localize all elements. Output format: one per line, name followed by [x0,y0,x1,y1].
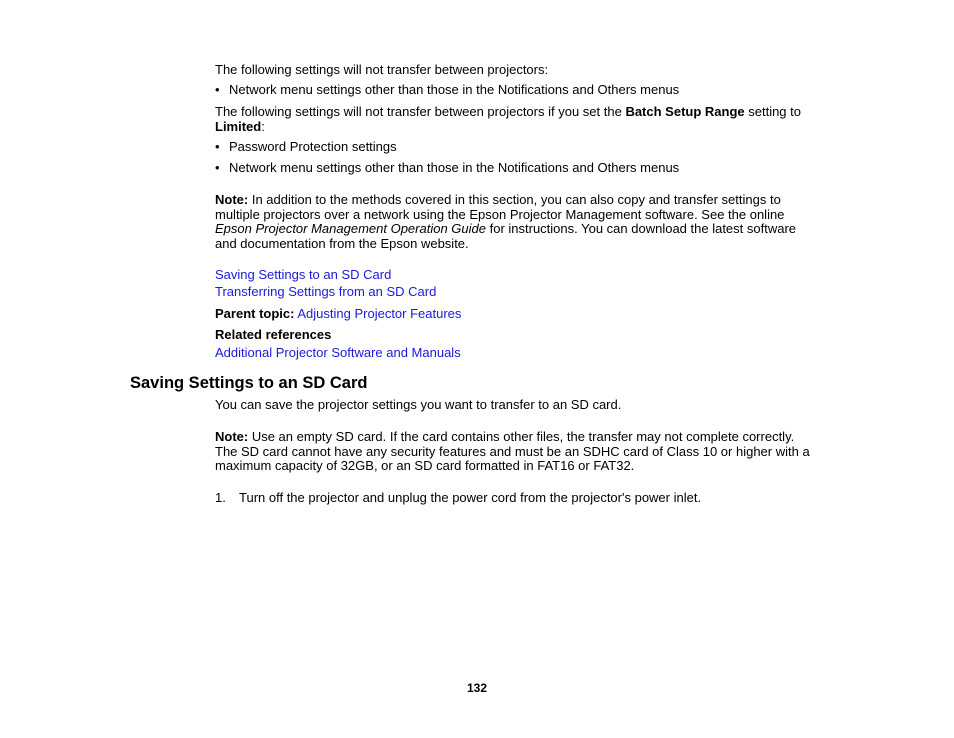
note-text: for instructions. You can download the latest software and documentation from the Epson website. [215,221,797,251]
parent-topic-label: Parent topic: [215,306,295,321]
section-heading: Saving Settings to an SD Card [130,374,368,392]
section-intro: You can save the projector settings you want to transfer to an SD card. [215,397,622,412]
note-paragraph [215,430,815,474]
limited-term: Limited [215,118,262,134]
intro2-text: setting to [744,104,801,119]
link-saving-settings[interactable]: Saving Settings to an SD Card [215,267,392,282]
note-paragraph [215,193,815,251]
link-parent-topic[interactable]: Adjusting Projector Features [297,306,462,321]
intro-text-1: The following settings will not transfer between projectors: [215,62,549,77]
intro2-text: The following settings will not transfer between projectors if you set the [215,104,626,119]
bullet-text: Network menu settings other than those in the Notifications and Others menus [229,160,680,175]
guide-title: Epson Projector Management Operation Guide [215,221,486,236]
related-references-label: Related references [215,327,332,342]
note-label: Note: [215,192,249,207]
bullet-item [215,161,679,176]
note-label: Note: [215,429,249,444]
bullet-dot: • [215,139,220,154]
note-text: In addition to the methods covered in this section, you can also copy and transfer settings to multiple projectors over a network using the Epson Projector Management software. See the online [215,192,785,222]
link-row [215,285,825,300]
link-row [215,346,825,361]
bullet-item [215,83,679,98]
bullet-dot: • [215,82,220,97]
link-additional-software[interactable]: Additional Projector Software and Manuals [215,345,461,360]
note-text: Use an empty SD card. If the card contains other files, the transfer may not complete correctly. The SD card cannot have any security features and must be an SDHC card of Class 10 or higher with a maximum capacity of 32GB, or an SD card formatted in FAT16 or FAT32. [215,429,810,473]
bullet-text: Password Protection settings [229,139,397,154]
step-item [215,491,701,506]
bullet-item [215,140,397,155]
intro2-text: : [261,118,265,134]
step-number: 1. [215,490,226,505]
bullet-text: Network menu settings other than those in the Notifications and Others menus [229,82,680,97]
link-transferring-settings[interactable]: Transferring Settings from an SD Card [215,284,437,299]
page-number: 132 [466,681,488,695]
intro-text-2 [215,105,825,134]
parent-topic [215,307,825,322]
step-text: Turn off the projector and unplug the power cord from the projector's power inlet. [239,490,702,505]
link-row [215,268,825,283]
batch-setup-range-term: Batch Setup Range [625,104,745,119]
bullet-dot: • [215,160,220,175]
